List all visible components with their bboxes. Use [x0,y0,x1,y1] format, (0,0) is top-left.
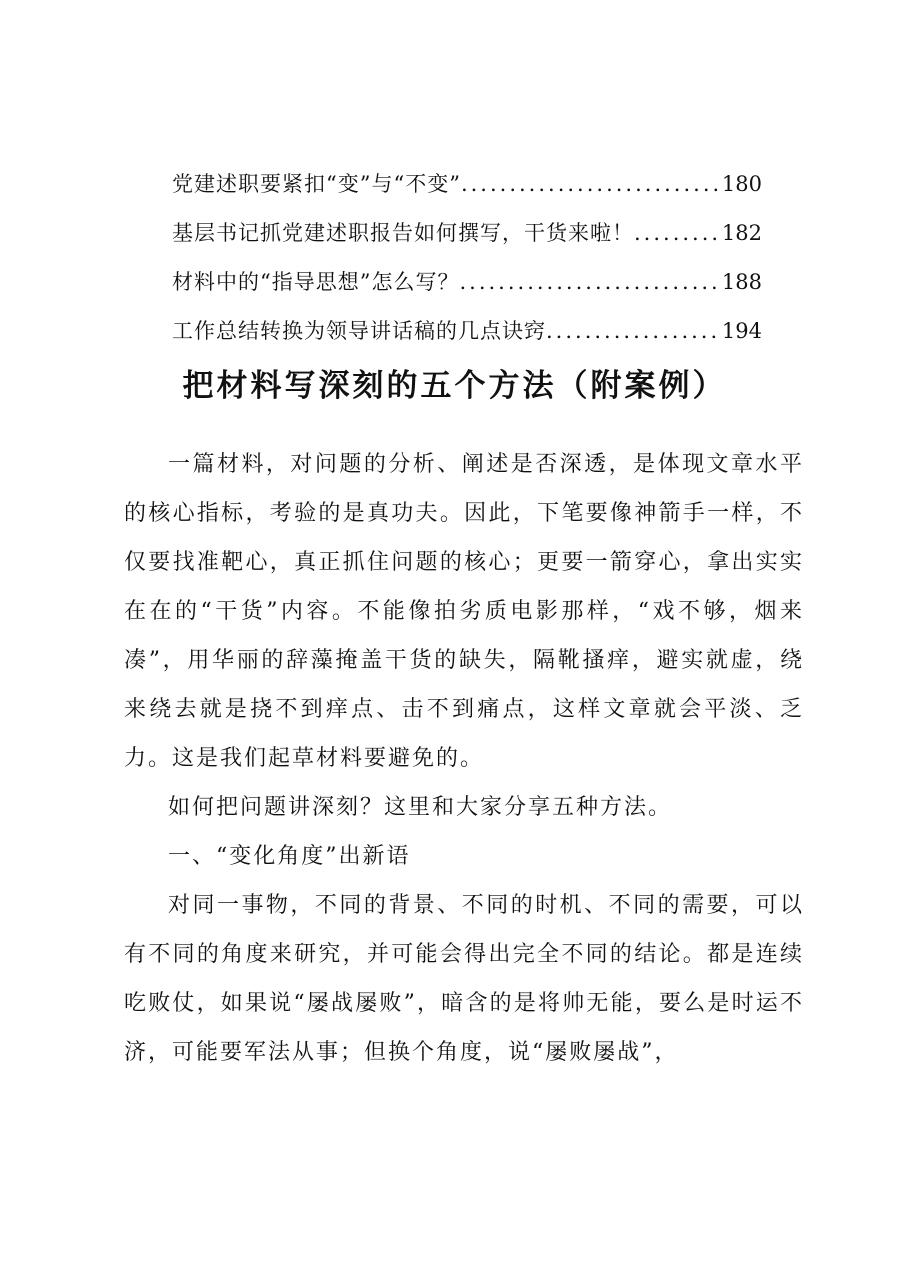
toc-entry[interactable] [172,217,762,266]
table-of-contents [172,168,762,364]
document-title: 把材料写深刻的五个方法（附案例） [182,368,727,404]
toc-entry-page: 180 [721,172,762,196]
toc-entry-title: 基层书记抓党建述职报告如何撰写，干货来啦！ [172,221,634,245]
toc-entry[interactable] [172,266,762,315]
toc-entry-title: 工作总结转换为领导讲话稿的几点诀窍 [172,319,546,343]
toc-entry-page: 188 [721,270,762,294]
toc-entry-page: 182 [721,221,762,245]
toc-leader-dots [459,270,719,294]
section-heading: 一、“变化角度”出新语 [168,844,411,869]
toc-entry[interactable] [172,168,762,217]
toc-entry-page: 194 [721,319,762,343]
document-body [124,440,804,1077]
toc-entry-title: 材料中的“指导思想”怎么写？ [172,270,460,294]
toc-leader-dots [634,221,720,245]
toc-entry[interactable] [172,315,762,364]
toc-leader-dots [546,319,720,343]
toc-entry-title: 党建述职要紧扣“变”与“不变” [172,172,461,196]
body-paragraph: 对同一事物，不同的背景、不同的时机、不同的需要，可以有不同的角度来研究，并可能会得出完全不同的结论。都是连续吃败仗，如果说“屡战屡败”，暗含的是将帅无能，要么是时运不济，可能要军法从事；但换个角度，说“屡败屡战”， [124,893,804,1065]
toc-leader-dots [461,172,720,196]
body-paragraph: 一篇材料，对问题的分析、阐述是否深透，是体现文章水平的核心指标，考验的是真功夫。因此，下笔要像神箭手一样，不仅要找准靶心，真正抓住问题的核心；更要一箭穿心，拿出实实在在的“干货”内容。不能像拍劣质电影那样，“戏不够，烟来凑”，用华丽的辞藻掩盖干货的缺失，隔靴搔痒，避实就虚，绕来绕去就是挠不到痒点、击不到痛点，这样文章就会平淡、乏力。这是我们起草材料要避免的。 [124,452,804,771]
body-paragraph: 如何把问题讲深刻？这里和大家分享五种方法。 [168,795,673,820]
